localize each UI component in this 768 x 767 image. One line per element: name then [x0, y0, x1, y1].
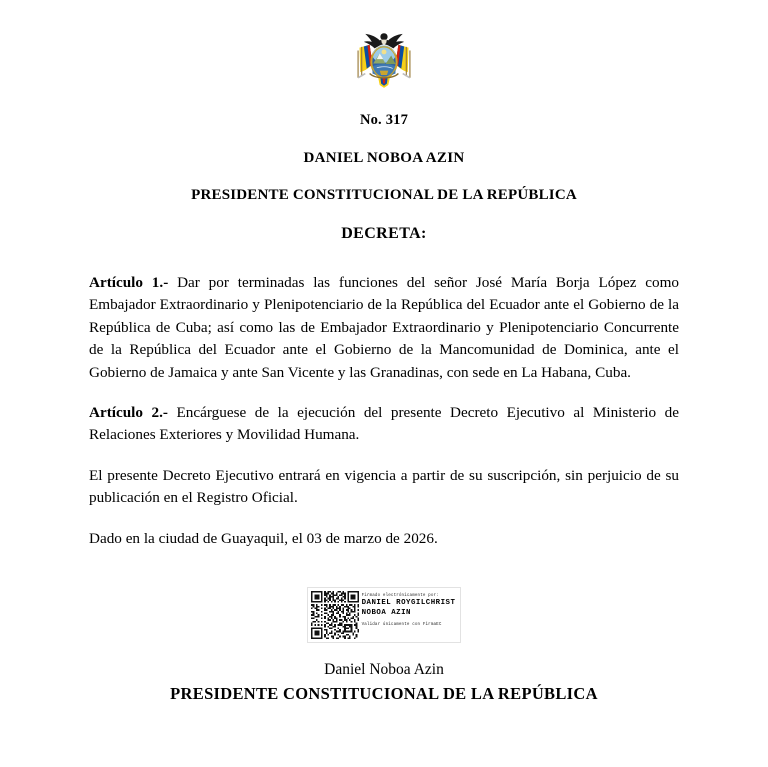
validate-label: Validar únicamente con FirmaEC — [361, 623, 442, 628]
president-title-heading: PRESIDENTE CONSTITUCIONAL DE LA REPÚBLICA — [191, 187, 577, 203]
signer-name-line-2: NOBOA AZIN — [361, 608, 411, 617]
ecuador-coat-of-arms-icon — [348, 26, 420, 98]
footer-signer-title: PRESIDENTE CONSTITUCIONAL DE LA REPÚBLICA — [170, 684, 598, 704]
article-2-label: Artículo 2.- — [89, 404, 168, 422]
footer-signer-name: Daniel Noboa Azin — [324, 661, 444, 679]
vigencia-paragraph: El presente Decreto Ejecutivo entrará en vigencia a partir de su suscripción, sin perjuicio de su publicación en el Registro Oficial. — [89, 466, 679, 507]
decree-number: No. 317 — [359, 112, 409, 128]
document-footer — [0, 644, 768, 705]
article-2-text: Encárguese de la ejecución del presente Decreto Ejecutivo al Ministerio de Relaciones Exteriores y Movilidad Humana. — [89, 404, 679, 444]
article-2-paragraph — [89, 402, 679, 447]
signed-by-label: Firmado electrónicamente por: — [361, 594, 439, 599]
article-1-paragraph — [89, 272, 679, 384]
decreta-heading: DECRETA: — [341, 225, 427, 242]
article-1-label: Artículo 1.- — [89, 274, 169, 291]
signature-stamp-container — [0, 550, 768, 644]
president-name-heading: DANIEL NOBOA AZIN — [303, 150, 465, 166]
dado-paragraph: Dado en la ciudad de Guayaquil, el 03 de marzo de 2026. — [89, 529, 438, 547]
electronic-signature-stamp — [307, 587, 462, 643]
crest-container — [0, 0, 768, 98]
decree-body — [89, 243, 679, 550]
signer-name-line-1: DANIEL ROYGILCHRIST — [361, 599, 456, 608]
article-1-text: Dar por terminadas las funciones del señor José María Borja López como Embajador Extraordinario y Plenipotenciario de la República del Ecuador ante el Gobierno de la República de Cuba; así como las de Embajador Extraordinario y Plenipotenciario Concurrente de la República del Ecuador ante el Gobierno de la Mancomunidad de Dominica, ante el Gobierno de Jamaica y ante San Vicente y las Granadinas, con sede en La Habana, Cuba. — [89, 274, 680, 381]
signature-text-block — [359, 591, 456, 628]
qr-code-icon — [311, 591, 359, 639]
